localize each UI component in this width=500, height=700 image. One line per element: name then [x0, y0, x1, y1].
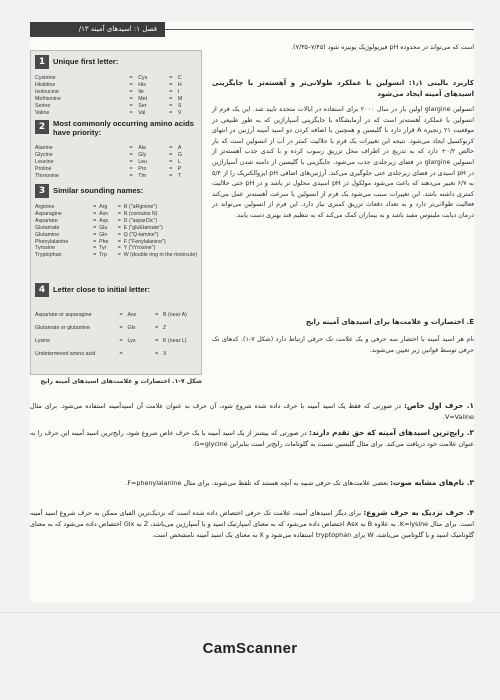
- table-cell: W (double ring in the molecule): [123, 252, 197, 259]
- section-e-body: نام هر اسید آمینه با اختصار سه حرفی و یک علامت تک حرفی ارتباط دارد (شکل ۷-۱). کدهای تک حرفی توسط قوانین زیر تعیین می‌شوند.: [212, 336, 474, 354]
- rule-item: [30, 427, 474, 450]
- table-cell: =: [119, 325, 123, 332]
- table-cell: =: [129, 81, 133, 88]
- section-number: 1: [35, 55, 49, 69]
- table-cell: =: [169, 165, 173, 172]
- table-cell: =: [117, 238, 121, 245]
- table-cell: =: [129, 88, 133, 95]
- table-cell: =: [117, 204, 121, 210]
- table-cell: =: [117, 252, 121, 259]
- section-number: 2: [35, 120, 49, 134]
- rule-text: بعضی علامت‌های تک حرفی شبیه به آنچه هستند که تلفظ می‌شوند. برای مثال F=phenylalanine.: [125, 479, 389, 487]
- table-row: [35, 82, 197, 89]
- table-cell: I: [177, 88, 180, 95]
- table-cell: =: [119, 351, 123, 358]
- table-row: [35, 309, 197, 322]
- table-cell: Aspartate or asparagine: [35, 312, 92, 319]
- table-cell: F ("Fenylalanine"): [123, 238, 166, 245]
- section-number: 4: [35, 283, 49, 297]
- table-cell: =: [129, 145, 133, 151]
- table-cell: =: [169, 151, 173, 158]
- table-cell: Ser: [138, 102, 147, 109]
- table-cell: =: [93, 231, 97, 238]
- table-cell: =: [155, 312, 159, 319]
- table-cell: Proline: [35, 165, 52, 172]
- table-cell: =: [129, 75, 133, 81]
- section-1-heading: [35, 55, 118, 73]
- table-row: [35, 252, 197, 259]
- table-cell: =: [117, 210, 121, 217]
- rule-item: [30, 400, 474, 423]
- table-cell: =: [129, 165, 133, 172]
- table-row: [35, 96, 197, 103]
- rule-item: [30, 507, 474, 541]
- table-cell: B (near A): [163, 312, 187, 319]
- table-cell: Asparagine: [35, 210, 62, 217]
- table-row: [35, 322, 197, 335]
- table-cell: Arginine: [35, 204, 55, 210]
- section-title: Similar sounding names:: [53, 186, 144, 195]
- table-cell: =: [169, 145, 173, 151]
- table-cell: Gln: [99, 231, 108, 238]
- table-cell: =: [169, 172, 173, 179]
- table-cell: Y ("tYrosine"): [123, 245, 156, 252]
- table-cell: Aspartate: [35, 217, 58, 224]
- table-cell: K (near L): [163, 338, 187, 345]
- table-row: [35, 89, 197, 96]
- table-row: [35, 211, 197, 218]
- table-row: [35, 173, 197, 180]
- table-cell: Glutamine: [35, 231, 60, 238]
- table-cell: =: [129, 158, 133, 165]
- table-cell: Threonine: [35, 172, 59, 179]
- table-cell: V: [177, 109, 182, 116]
- table-cell: Leu: [138, 158, 148, 165]
- section-title: Unique first letter:: [53, 57, 119, 66]
- table-cell: =: [169, 75, 173, 81]
- scanner-watermark: CamScanner: [202, 640, 298, 657]
- rule-text: در صورتی که بیشتر از یک اسید آمینه با یک حرف خاص شروع شود، رایج‌ترین اسید آمینه این حرف را به عنوان علامت خود دریافت می‌کند. برای مثال گلیسین نسبت به گلوتامات رایج‌تر است بنابراین G=glycine.: [30, 429, 474, 448]
- table-cell: =: [117, 231, 121, 238]
- table-cell: R ("aRginine"): [123, 204, 158, 210]
- table-row: [35, 245, 197, 252]
- table-cell: E ("gluEtamate"): [123, 224, 163, 231]
- table-cell: =: [93, 252, 97, 259]
- table-cell: Serine: [35, 102, 51, 109]
- table-cell: A: [177, 145, 182, 151]
- table-cell: =: [117, 245, 121, 252]
- table-cell: Leucine: [35, 158, 54, 165]
- footer-divider: [0, 612, 500, 613]
- table-cell: Undetermined amino acid: [35, 351, 96, 358]
- table-cell: =: [119, 338, 123, 345]
- rule-item: [30, 477, 474, 489]
- section-e-heading: E. اختصارات و علامت‌ها برای اسیدهای آمینه رایج: [305, 318, 474, 326]
- table-cell: G: [177, 151, 183, 158]
- table-row: [35, 103, 197, 110]
- table-cell: =: [117, 224, 121, 231]
- table-cell: Tryptophan: [35, 252, 62, 259]
- table-row: [35, 159, 197, 166]
- table-cell: Phenylalanine: [35, 238, 69, 245]
- table-cell: Asx: [127, 312, 137, 319]
- table-cell: =: [129, 172, 133, 179]
- table-cell: Ala: [138, 145, 146, 151]
- table-cell: =: [93, 204, 97, 210]
- table-cell: =: [93, 245, 97, 252]
- table-cell: =: [155, 325, 159, 332]
- table-cell: M: [177, 95, 183, 102]
- section-4-heading: [35, 283, 150, 301]
- section-3-table: [35, 204, 197, 259]
- clinical-note-heading: کاربرد بالینی ۱٫۱: انسولین با عملکرد طولانی‌تر و آهسته‌تر با جایگزینی اسیدهای آمینه ایجاد می‌شود: [212, 79, 474, 98]
- table-cell: Tyr: [99, 245, 107, 252]
- table-row: [35, 348, 197, 361]
- section-3-heading: [35, 184, 143, 202]
- table-cell: Trp: [99, 252, 107, 259]
- table-cell: Methionine: [35, 95, 61, 102]
- table-cell: S: [177, 102, 182, 109]
- scanned-page: [30, 22, 474, 602]
- table-row: [35, 166, 197, 173]
- table-cell: Glu: [99, 224, 108, 231]
- intro-paragraph: است که می‌تواند در محدوده pH فیزیولوژیک یونیزه شود (۷/۴۵–۷/۳۵).: [291, 44, 474, 51]
- table-cell: Gly: [138, 151, 147, 158]
- section-title: Most commonly occurring amino acids have priority:: [53, 119, 194, 137]
- chapter-header: فصل ۱: اسیدهای آمینه ۱۳/: [30, 22, 165, 37]
- table-row: [35, 218, 197, 225]
- table-cell: =: [169, 158, 173, 165]
- table-row: [35, 145, 197, 152]
- table-cell: L: [177, 158, 181, 165]
- table-cell: =: [155, 338, 159, 345]
- clinical-note-body: انسولین glargine اولین بار در سال ۲۰۰۰ برای استفاده در ایالات متحده تایید شد. این یک فرم از انسولین با عملکرد آهسته‌تر است که در آزمایشگاه با جایگزینی آسپاراژین که به طور طبیعی در موقعیت ۲۱ زنجیره A قرار دارد با گلیسین و همچنین با اضافه کردن دو اسید آمینه آرژنین در انتهای کربوکسیل ایجاد می‌شود. نتیجه این تغییرات یک فرم با حلالیت کمتر در آب از انسولین است که بار خالص ۰/۲+ دارد که به تدریج در اطراف محل تزریق رسوب کرده و با کندی جذب آهسته‌تر از انسولین glargine در فضای زیرجلدی جذب می‌شود. جایگزینی با گلیسین از دامنه شدن آسپاراژین در pH اسیدی در فضای زیرجلدی ختی جلوگیری می‌کند. آرژنین‌های اضافی pH ایزوالکتریک را از ۵/۴ به ۶/۷ تغییر می‌دهند که باعث می‌شود مولکول در pH اسیدی محلول تر باشد و در pH ختی حلالیت کمتری داشته باشد. این تغییرات سبب می‌شود یک فرم از انسولین با سرعت آهسته‌تر عمل می‌کند فعالیت طولانی‌تر دارد و به تعداد دفعات تزریق کمتری نیاز دارد. این فرم از انسولین می‌تواند در درمان دیابت ملیتوس مفید باشد و به بیماران کمک می‌کند که به تنظیم قند بهتری دست یابند.: [212, 106, 474, 219]
- section-title: Letter close to initial letter:: [53, 285, 151, 294]
- table-cell: Isoleucine: [35, 88, 59, 95]
- table-cell: Cysteine: [35, 75, 56, 81]
- section-2-heading: [35, 120, 198, 138]
- rule-text: در صورتی که فقط یک اسید آمینه با حرف داده شده شروع شود، آن حرف به عنوان علامت آن اسیدآمینه استفاده می‌شود. برای مثال V=Valine.: [30, 402, 474, 421]
- table-row: [35, 239, 197, 246]
- table-cell: Glycine: [35, 151, 53, 158]
- table-cell: Glx: [127, 325, 136, 332]
- table-cell: =: [93, 224, 97, 231]
- table-cell: Q ("Q-tamine"): [123, 231, 159, 238]
- table-cell: =: [93, 217, 97, 224]
- table-cell: =: [129, 95, 133, 102]
- section-2-table: [35, 145, 197, 180]
- rule-label: ۲. رایج‌ترین اسیدهای آمینه که حق تقدم دارند:: [309, 428, 474, 437]
- header-rule: [165, 29, 474, 30]
- table-cell: P: [177, 165, 182, 172]
- table-cell: =: [129, 151, 133, 158]
- table-cell: [127, 348, 150, 361]
- rule-label: ۱. حرف اول خاص:: [403, 401, 474, 410]
- table-cell: Met: [138, 95, 148, 102]
- table-cell: Glutamate or glutamine: [35, 325, 91, 332]
- figure-caption: شکل ۷-۱. اختصارات و علامت‌های اسیدهای آمینه رایج: [40, 378, 202, 385]
- section-number: 3: [35, 184, 49, 198]
- table-cell: Lys: [127, 338, 136, 345]
- table-cell: Phe: [99, 238, 109, 245]
- table-cell: Glutamate: [35, 224, 60, 231]
- table-cell: =: [93, 238, 97, 245]
- table-cell: =: [93, 210, 97, 217]
- table-cell: C: [177, 75, 182, 81]
- abbreviations-figure: [30, 50, 202, 375]
- table-cell: Thr: [138, 172, 147, 179]
- table-cell: =: [155, 351, 159, 358]
- table-cell: His: [138, 81, 146, 88]
- table-row: [35, 152, 197, 159]
- table-cell: =: [169, 102, 173, 109]
- table-cell: =: [129, 102, 133, 109]
- table-cell: Cys: [138, 75, 148, 81]
- table-row: [35, 232, 197, 239]
- table-cell: D ("asparDic"): [123, 217, 158, 224]
- table-cell: T: [177, 172, 182, 179]
- rule-text: برای دیگر اسیدهای آمینه، علامت تک حرفی اختصاص داده شده است که نزدیک‌ترین الفبای ممکن به حرف شروع اسید آمینه است. برای مثال K=lysine. به علاوه B به Asx اختصاص داده می‌شود که به معنای آسپارتیک اسید و یا آسپارژین می‌باشد، Z به Glx اختصاص داده می‌شود که به معنای گلوتامیک اسید و یا گلوتامین می‌باشد، W برای tryptophan استفاده می‌شود و X به معنای یک اسید آمینه نامشخص است.: [30, 509, 474, 539]
- rule-label: ۴. حرف نزدیک به حرف شروع:: [363, 508, 474, 517]
- table-cell: Ile: [138, 88, 144, 95]
- table-cell: Arg: [99, 204, 108, 210]
- table-row: [35, 75, 197, 82]
- table-row: [35, 335, 197, 348]
- table-cell: Z: [163, 325, 167, 332]
- table-cell: Alanine: [35, 145, 53, 151]
- table-cell: =: [169, 95, 173, 102]
- table-cell: Valine: [35, 109, 50, 116]
- table-cell: Asp: [99, 217, 109, 224]
- table-cell: =: [169, 81, 173, 88]
- table-cell: =: [117, 217, 121, 224]
- table-cell: =: [129, 109, 133, 116]
- section-1-table: [35, 75, 197, 116]
- table-cell: =: [119, 312, 123, 319]
- table-cell: =: [169, 109, 173, 116]
- table-cell: =: [169, 88, 173, 95]
- table-cell: N (contains N): [123, 210, 158, 217]
- table-cell: Val: [138, 109, 146, 116]
- table-cell: Asn: [99, 210, 109, 217]
- table-cell: Histidine: [35, 81, 56, 88]
- table-cell: Lysine: [35, 338, 51, 345]
- table-cell: Pro: [138, 165, 147, 172]
- rule-label: ۳. نام‌های مشابه صوت:: [390, 478, 474, 487]
- table-row: [35, 110, 197, 117]
- table-cell: H: [177, 81, 182, 88]
- table-row: [35, 204, 197, 211]
- section-4-table: [35, 309, 197, 361]
- table-cell: X: [163, 351, 167, 358]
- table-row: [35, 225, 197, 232]
- table-cell: Tyrosine: [35, 245, 56, 252]
